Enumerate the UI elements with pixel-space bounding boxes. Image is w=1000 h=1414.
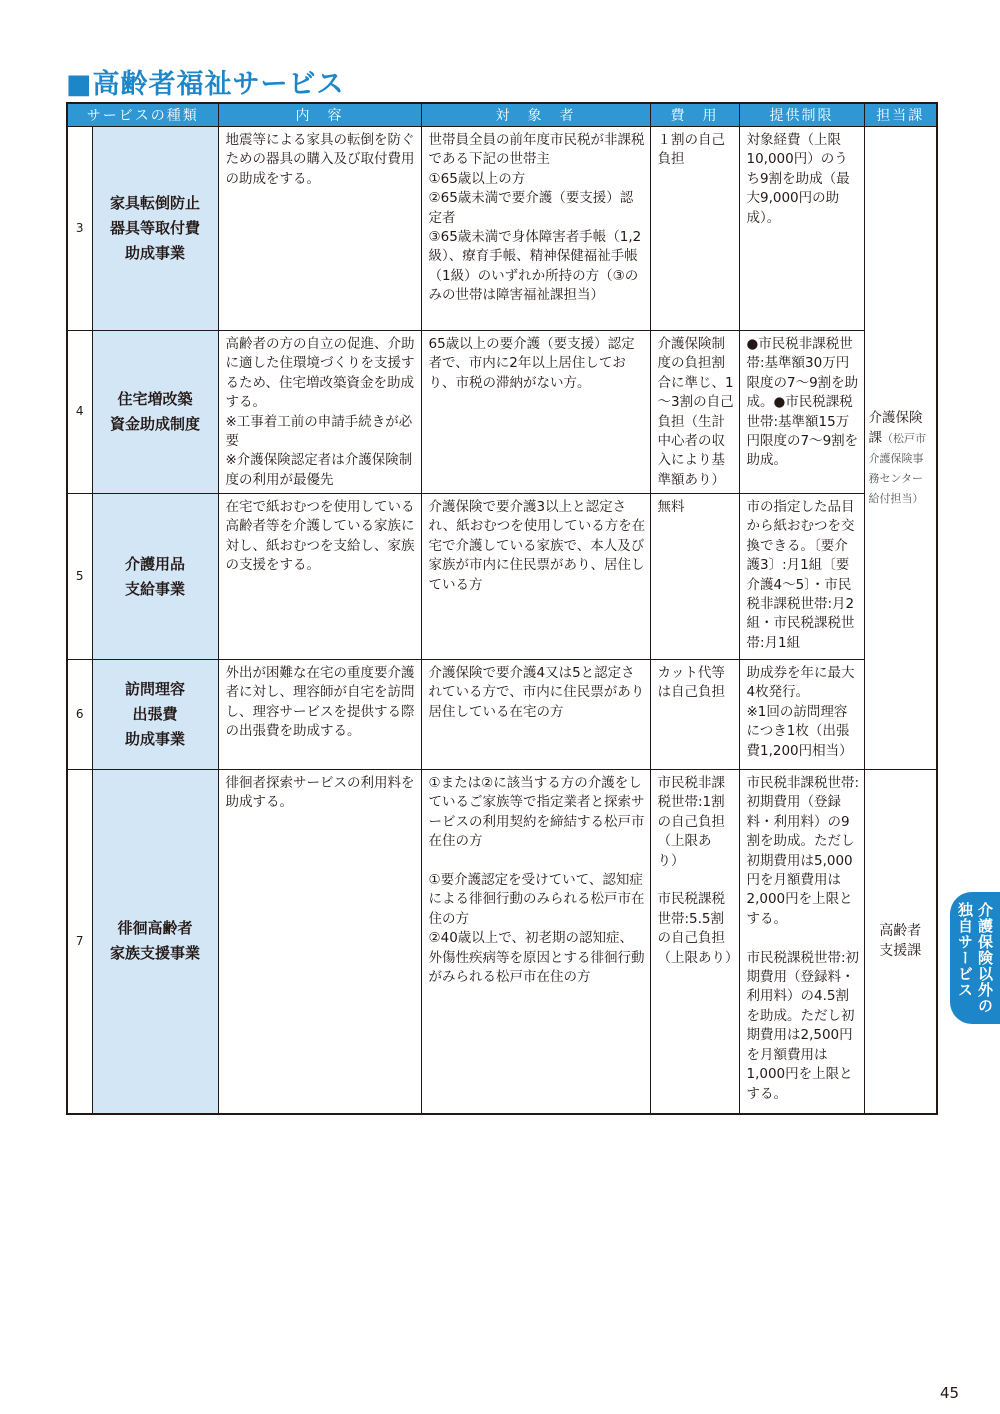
service-limit: 市の指定した品目から紙おむつを交換できる。〔要介護3〕:月1組〔要介護4～5〕・市民税非課税世帯:月2組・市民税課税世帯:月1組 [739, 494, 864, 660]
header-limit: 提供制限 [739, 103, 864, 127]
section-side-tab [950, 892, 1000, 1024]
service-content: 徘徊者探索サービスの利用料を助成する。 [218, 770, 421, 1114]
service-content: 在宅で紙おむつを使用している高齢者等を介護している家族に対し、紙おむつを支給し、家族の支援をする。 [218, 494, 421, 660]
service-limit: ●市民税非課税世帯:基準額30万円限度の7～9割を助成。●市民税課税世帯:基準額15万円限度の7～9割を助成。 [739, 331, 864, 494]
service-target: 65歳以上の要介護（要支援）認定者で、市内に2年以上居住しており、市税の滞納がない方。 [421, 331, 650, 494]
service-name: 家具転倒防止 器具等取付費 助成事業 [92, 127, 218, 331]
row-number: 5 [67, 494, 92, 660]
service-name: 住宅増改築 資金助成制度 [92, 331, 218, 494]
service-cost: 無料 [650, 494, 739, 660]
table-header-row [67, 103, 937, 127]
service-name: 介護用品 支給事業 [92, 494, 218, 660]
service-target: ①または②に該当する方の介護をしているご家族等で指定業者と探索サービスの利用契約を締結する松戸市在住の方 ①要介護認定を受けていて、認知症による徘徊行動のみられる松戸市在住の方 ②40歳以上で、初老期の認知症、外傷性疾病等を原因とする徘徊行動がみられる松戸市在住の方 [421, 770, 650, 1114]
table-row [67, 331, 937, 494]
service-cost: カット代等は自己負担 [650, 660, 739, 770]
service-target: 介護保険で要介護3以上と認定され、紙おむつを使用している方を在宅で介護している家族で、本人及び家族が市内に住民票があり、居住している方 [421, 494, 650, 660]
row-number: 6 [67, 660, 92, 770]
header-target: 対 象 者 [421, 103, 650, 127]
service-cost: 介護保険制度の負担割合に準じ、1～3割の自己負担（生計中心者の収入により基準額あり） [650, 331, 739, 494]
dept-koreisha-shien: 高齢者 支援課 [864, 770, 937, 1114]
header-dept: 担当課 [864, 103, 937, 127]
header-content: 内 容 [218, 103, 421, 127]
dept-note: （松戸市介護保険事務センター給付担当） [868, 432, 926, 505]
service-target: 世帯員全員の前年度市民税が非課税である下記の世帯主 ①65歳以上の方 ②65歳未満で要介護（要支援）認定者 ③65歳未満で身体障害者手帳（1,2級）、療育手帳、精神保健福祉手帳（1級）のいずれか所持の方（③のみの世帯は障害福祉課担当） [421, 127, 650, 331]
service-limit: 助成券を年に最大4枚発行。 ※1回の訪問理容につき1枚（出張費1,200円相当） [739, 660, 864, 770]
service-name: 徘徊高齢者 家族支援事業 [92, 770, 218, 1114]
service-limit: 対象経費（上限10,000円）のうち9割を助成（最大9,000円の助成）。 [739, 127, 864, 331]
service-name: 訪問理容 出張費 助成事業 [92, 660, 218, 770]
dept-main: 介護保険課 [868, 410, 923, 446]
service-limit: 市民税非課税世帯:初期費用（登録料・利用料）の9割を助成。ただし初期費用は5,000円を月額費用は2,000円を上限とする。 市民税課税世帯:初期費用（登録料・利用料）の4.5割を助成。ただし初期費用は2,500円を月額費用は1,000円を上限とする。 [739, 770, 864, 1114]
services-table [66, 102, 938, 1115]
table-row [67, 127, 937, 331]
row-number: 7 [67, 770, 92, 1114]
header-service-type: サービスの種類 [67, 103, 218, 127]
service-content: 地震等による家具の転倒を防ぐための器具の購入及び取付費用の助成をする。 [218, 127, 421, 331]
page-number: 45 [940, 1384, 960, 1402]
row-number: 4 [67, 331, 92, 494]
service-target: 介護保険で要介護4又は5と認定されている方で、市内に住民票があり居住している在宅の方 [421, 660, 650, 770]
dept-kaigo-hoken [864, 127, 937, 770]
header-cost: 費 用 [650, 103, 739, 127]
service-cost: 市民税非課税世帯:1割の自己負担（上限あり） 市民税課税世帯:5.5割の自己負担（上限あり） [650, 770, 739, 1114]
service-cost: １割の自己負担 [650, 127, 739, 331]
side-tab-label: 介護保険以外の 独自サービス [956, 902, 994, 1014]
row-number: 3 [67, 127, 92, 331]
service-content: 高齢者の方の自立の促進、介助に適した住環境づくりを支援するため、住宅増改築資金を助成する。 ※工事着工前の申請手続きが必要 ※介護保険認定者は介護保険制度の利用が最優先 [218, 331, 421, 494]
service-content: 外出が困難な在宅の重度要介護者に対し、理容師が自宅を訪問し、理容サービスを提供する際の出張費を助成する。 [218, 660, 421, 770]
table-row [67, 770, 937, 1114]
table-row [67, 494, 937, 660]
table-row [67, 660, 937, 770]
page-title: ■高齢者福祉サービス [66, 69, 345, 100]
